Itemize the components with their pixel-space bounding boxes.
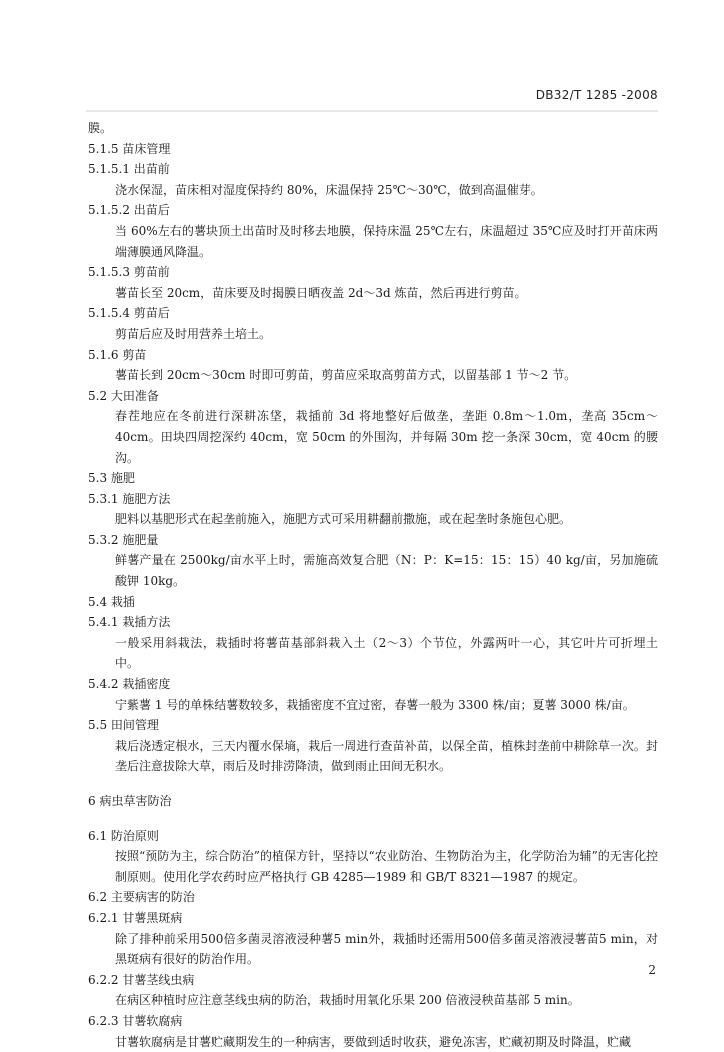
paragraph: 一般采用斜栽法，栽插时将薯苗基部斜栽入土（2～3）个节位，外露两叶一心，其它叶片可折埋土中。 [115, 635, 658, 671]
section-heading: 5.3.2 施肥量 [88, 532, 159, 547]
paragraph: 栽后浇透定根水，三天内覆水保墒，栽后一周进行查苗补苗，以保全苗，植株封垄前中耕除草一次。封垄后注意拔除大草，雨后及时排涝降渍，做到雨止田间无积水。 [115, 738, 658, 774]
paragraph: 肥料以基肥形式在起垄前施入，施肥方式可采用耕翻前撒施，或在起垄时条施包心肥。 [115, 512, 572, 527]
paragraph: 甘薯软腐病是甘薯贮藏期发生的一种病害，要做到适时收获，避免冻害，贮藏初期及时降温，贮藏 [115, 1034, 632, 1049]
header-rule [86, 110, 658, 112]
paragraph: 鲜薯产量在 2500kg/亩水平上时，需施高效复合肥（N：P：K=15：15：15）40 kg/亩，另加施硫酸钾 10kg。 [115, 553, 658, 589]
section-heading: 6.2.3 甘薯软腐病 [88, 1013, 183, 1028]
section-heading: 5.5 田间管理 [88, 718, 159, 733]
paragraph: 宁紫薯 1 号的单株结薯数较多，栽插密度不宜过密，春薯一般为 3300 株/亩；夏薯 3000 株/亩。 [115, 697, 635, 712]
paragraph: 剪苗后应及时用营养土培土。 [115, 326, 272, 341]
section-heading: 5.1.5.1 出苗前 [88, 162, 170, 177]
section-heading: 5.2 大田准备 [88, 388, 159, 403]
section-heading: 5.1.5.4 剪苗后 [88, 306, 170, 321]
section-heading: 5.1.5 苗床管理 [88, 141, 171, 156]
section-gap [88, 777, 658, 791]
section-heading: 5.4.1 栽插方法 [88, 615, 171, 630]
paragraph: 当 60%左右的薯块顶土出苗时及时移去地膜，保持床温 25℃左右，床温超过 35℃应及时打开苗床两端薄膜通风降温。 [115, 223, 658, 259]
section-heading: 5.3.1 施肥方法 [88, 491, 171, 506]
section-heading: 5.4.2 栽插密度 [88, 677, 171, 692]
body-text: 膜。 [88, 121, 113, 135]
page-number: 2 [648, 963, 656, 977]
section-heading: 6.2 主要病害的防治 [88, 890, 195, 905]
standard-code: DB32/T 1285 -2008 [535, 88, 658, 102]
section-heading: 6.2.1 甘薯黑斑病 [88, 910, 183, 925]
section-heading: 6.2.2 甘薯茎线虫病 [88, 972, 195, 987]
paragraph: 按照“预防为主，综合防治”的植保方针，坚持以“农业防治、生物防治为主，化学防治为辅”的无害化控制原则。使用化学农药时应严格执行 GB 4285—1989 和 GB/T 8321—1987 的规定。 [115, 849, 658, 884]
section-heading: 5.1.5.3 剪苗前 [88, 265, 170, 280]
section-heading: 5.4 栽插 [88, 594, 135, 609]
paragraph: 除了排种前采用500倍多菌灵溶液浸种薯5 min外，栽插时还需用500倍多菌灵溶液浸薯苗5 min，对黑斑病有很好的防治作用。 [115, 931, 658, 967]
paragraph: 春茬地应在冬前进行深耕冻垡，栽插前 3d 将地整好后做垄，垄距 0.8m～1.0m，垄高 35cm～40cm。田块四周挖深约 40cm，宽 50cm 的外围沟，并每隔 30m 挖一条深 30cm，宽 40cm 的腰沟。 [115, 409, 658, 465]
section-heading: 5.1.6 剪苗 [88, 347, 147, 362]
section-gap [88, 812, 658, 826]
section-heading: 5.3 施肥 [88, 471, 135, 486]
paragraph: 薯苗长到 20cm～30cm 时即可剪苗，剪苗应采取高剪苗方式，以留基部 1 节～2 节。 [115, 368, 577, 383]
section-heading: 5.1.5.2 出苗后 [88, 203, 170, 218]
section-heading: 6 病虫草害防治 [88, 794, 172, 808]
document-body [88, 118, 658, 1052]
paragraph: 薯苗长至 20cm，苗床要及时揭膜日晒夜盖 2d～3d 炼苗，然后再进行剪苗。 [115, 285, 527, 300]
section-heading: 6.1 防治原则 [88, 828, 159, 843]
paragraph: 浇水保湿，苗床相对湿度保持约 80%，床温保持 25℃～30℃，做到高温催芽。 [115, 182, 543, 197]
paragraph: 在病区种植时应注意茎线虫病的防治，栽插时用氧化乐果 200 倍液浸秧苗基部 5 min。 [115, 993, 580, 1008]
